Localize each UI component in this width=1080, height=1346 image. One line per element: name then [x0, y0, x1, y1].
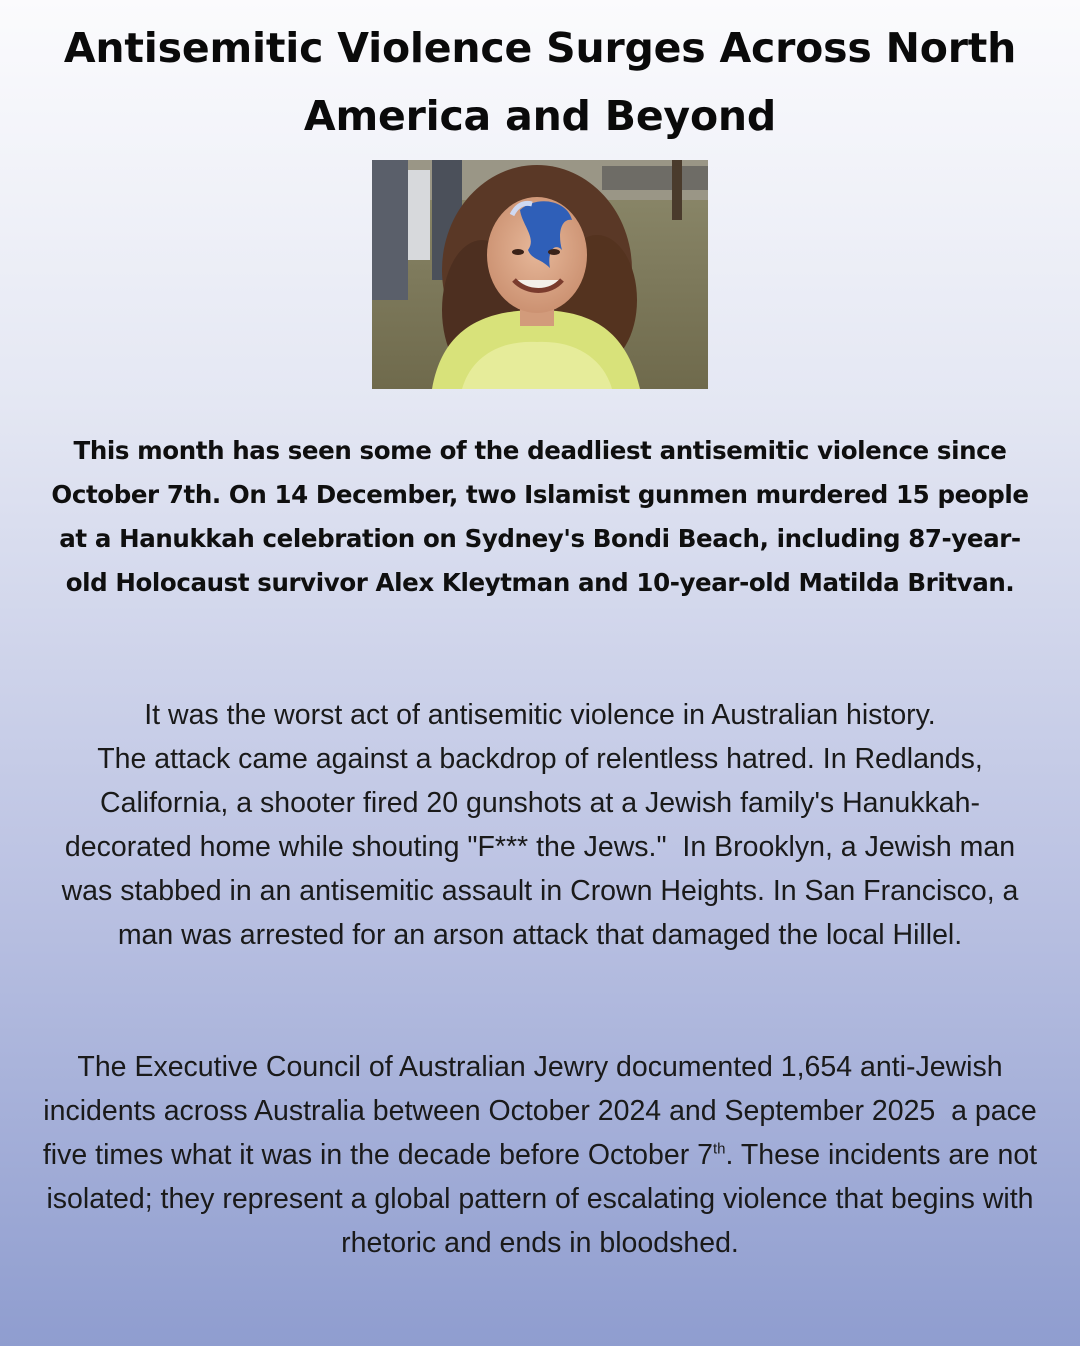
paragraph-2-text: The Executive Council of Australian Jewry documented 1,654 anti-Jewish incidents across Australia between October 2024 and September 2025 a pace five times what it was in the decade before October 7: [42, 1051, 1045, 1171]
headline: Antisemitic Violence Surges Across North America and Beyond: [63, 24, 1017, 140]
paragraph-2-text-continued: . These incidents are not isolated; they represent a global pattern of escalating violence that begins with rhetoric and ends in bloodshed.: [46, 1139, 1046, 1259]
body-paragraph-2: [40, 1045, 1046, 1265]
lead-paragraph: This month has seen some of the deadliest antisemitic violence since October 7th. On 14 December, two Islamist gunmen murdered 15 people at a Hanukkah celebration on Sydney's Bondi Beach, including 87-year-old Holocaust survivor Alex Kleytman and 10-year-old Matilda Britvan.: [51, 436, 1029, 597]
paragraph-1-first-line: It was the worst act of antisemitic violence in Australian history.: [144, 699, 936, 731]
body-paragraph-1: [40, 693, 1040, 957]
paragraph-1-text: The attack came against a backdrop of relentless hatred. In Redlands, California, a shooter fired 20 gunshots at a Jewish family's Hanukkah-decorated home while shouting "F*** the Jews." In Brooklyn, a Jewish man was stabbed in an antisemitic assault in Crown Heights. In San Francisco, a man was arrested for an arson attack that damaged the local Hillel.: [61, 743, 1027, 951]
article-photo: [372, 160, 708, 389]
ordinal-suffix: th: [713, 1140, 726, 1158]
